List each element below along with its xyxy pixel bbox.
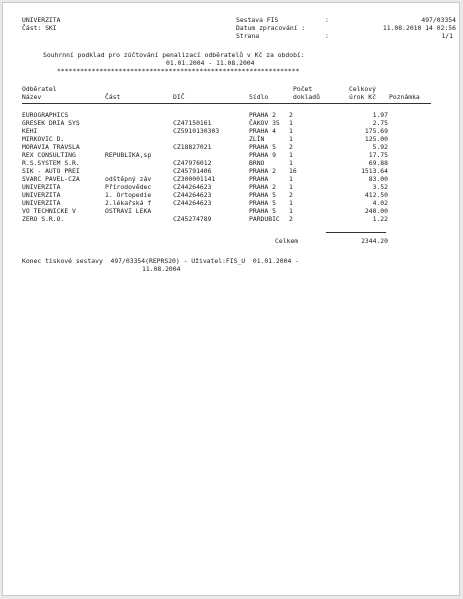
col-dic: DIČ bbox=[173, 93, 185, 101]
cell-nazev: SVARC PAVEL-CZA bbox=[22, 175, 80, 183]
cell-urok: 83.00 bbox=[368, 175, 388, 183]
cell-pocet: 1 bbox=[289, 159, 293, 167]
report-value: 497/03354 bbox=[421, 16, 456, 24]
report-page bbox=[2, 2, 460, 596]
cell-nazev: EUROGRAPHICS bbox=[22, 111, 69, 119]
total-rule bbox=[326, 232, 386, 233]
cell-pocet: 1 bbox=[289, 183, 293, 191]
cell-sidlo: PRAHA 5 bbox=[249, 143, 276, 151]
cell-dic: CZ44264623 bbox=[173, 183, 212, 191]
cell-sidlo: ZLÍN bbox=[249, 135, 265, 143]
cell-urok: 5.92 bbox=[372, 143, 388, 151]
cell-urok: 17.75 bbox=[368, 151, 388, 159]
cell-nazev: MIRKOVIC D. bbox=[22, 135, 65, 143]
page-label: Strana bbox=[236, 32, 260, 40]
cell-sidlo: PRAHA 2 bbox=[249, 183, 276, 191]
cell-nazev: UNIVERZITA bbox=[22, 191, 61, 199]
cell-sidlo: PRAHA 4 bbox=[249, 127, 276, 135]
cell-pocet: 16 bbox=[289, 167, 297, 175]
cell-urok: 412.50 bbox=[364, 191, 388, 199]
cell-sidlo: PARDUBIC bbox=[249, 215, 280, 223]
org-name: UNIVERZITA bbox=[22, 16, 61, 24]
cell-dic: CZ45274789 bbox=[173, 215, 212, 223]
cell-pocet: 1 bbox=[289, 127, 293, 135]
cell-dic: CZ44264623 bbox=[173, 191, 212, 199]
footer-line-2: 11.08.2004 bbox=[142, 265, 181, 273]
cell-urok: 1.97 bbox=[372, 111, 388, 119]
col-celkovy-bottom: úrok Kč bbox=[349, 93, 376, 101]
cell-pocet: 2 bbox=[289, 143, 293, 151]
cell-urok: 2.75 bbox=[372, 119, 388, 127]
cell-nazev: ZERO S.R.O. bbox=[22, 215, 65, 223]
cell-dic: CZ47150161 bbox=[173, 119, 212, 127]
cell-dic: CZ300001141 bbox=[173, 175, 216, 183]
cell-nazev: GRESEK DRIA SYS bbox=[22, 119, 80, 127]
cell-sidlo: PRAHA 2 bbox=[249, 167, 276, 175]
cell-nazev: KEHI bbox=[22, 127, 38, 135]
cell-cast: REPUBLIKA,sp bbox=[105, 151, 152, 159]
cell-pocet: 1 bbox=[289, 135, 293, 143]
cell-dic: CZ44264623 bbox=[173, 199, 212, 207]
cell-urok: 3.52 bbox=[372, 183, 388, 191]
report-period: 01.01.2004 - 11.08.2004 bbox=[166, 59, 255, 67]
cell-nazev: REX CONSULTING bbox=[22, 151, 76, 159]
cell-urok: 240.00 bbox=[364, 207, 388, 215]
cell-pocet: 2 bbox=[289, 191, 293, 199]
cell-nazev: MORAVIA TRAVSLA bbox=[22, 143, 80, 151]
cell-sidlo: PRAHA bbox=[249, 175, 269, 183]
cell-dic: CZ18827021 bbox=[173, 143, 212, 151]
col-odberatel: Odběratel bbox=[22, 85, 57, 93]
cell-nazev: UNIVERZITA bbox=[22, 199, 61, 207]
cell-pocet: 2 bbox=[289, 215, 293, 223]
title-stars: *************************************************************** bbox=[57, 67, 300, 75]
cell-sidlo: PRAHA 5 bbox=[249, 191, 276, 199]
col-sidlo: Sídlo bbox=[249, 93, 269, 101]
col-poznamka: Poznámka bbox=[389, 93, 420, 101]
cell-pocet: 2 bbox=[289, 111, 293, 119]
cell-cast: 2.lékařská f bbox=[105, 199, 152, 207]
cell-nazev: SIK - AUTO PREI bbox=[22, 167, 80, 175]
cell-dic: CZ45791406 bbox=[173, 167, 212, 175]
cell-urok: 69.88 bbox=[368, 159, 388, 167]
col-celkovy-top: Celkový bbox=[349, 85, 376, 93]
cell-pocet: 1 bbox=[289, 175, 293, 183]
date-value: 11.08.2010 14 02:56 bbox=[382, 24, 456, 32]
cell-urok: 125.00 bbox=[364, 135, 388, 143]
cell-cast: odštěpný záv bbox=[105, 175, 152, 183]
cell-dic: CZ47976012 bbox=[173, 159, 212, 167]
cell-cast: OSTRAVI LEKA bbox=[105, 207, 152, 215]
cell-sidlo: PRAHA 2 bbox=[249, 111, 276, 119]
cell-sidlo: PRAHA 9 bbox=[249, 151, 276, 159]
footer-line-1: Konec tiskové sestavy 497/03354(REPRS20) - Uživatel:FIS_U 01.01.2004 - bbox=[22, 257, 300, 265]
cell-pocet: 1 bbox=[289, 119, 293, 127]
cell-urok: 1513.64 bbox=[361, 167, 388, 175]
col-pocet-bottom: dokladů bbox=[293, 93, 320, 101]
cell-cast: Přírodovědec bbox=[105, 183, 152, 191]
cell-nazev: R.S.SYSTEM S.R. bbox=[22, 159, 80, 167]
page-number: 1/1 bbox=[441, 32, 453, 40]
cell-urok: 175.69 bbox=[364, 127, 388, 135]
cell-cast: 1. Ortopedie bbox=[105, 191, 152, 199]
cell-pocet: 1 bbox=[289, 199, 293, 207]
header-rule bbox=[22, 103, 431, 104]
cell-nazev: UNIVERZITA bbox=[22, 183, 61, 191]
report-title: Souhrnní podklad pro zúčtování penalizací odběratelů v Kč za období: bbox=[43, 51, 305, 59]
col-cast: Část bbox=[105, 93, 121, 101]
cell-dic: CZ5910130303 bbox=[173, 127, 220, 135]
col-nazev: Název bbox=[22, 93, 42, 101]
cell-sidlo: PRAHA 5 bbox=[249, 199, 276, 207]
cell-nazev: VO TECHNICKE V bbox=[22, 207, 76, 215]
col-pocet-top: Počet bbox=[293, 85, 313, 93]
total-value: 2344.20 bbox=[361, 237, 388, 245]
section-label: Část: SKI bbox=[22, 24, 57, 32]
cell-pocet: 1 bbox=[289, 151, 293, 159]
cell-sidlo: BRNO bbox=[249, 159, 265, 167]
cell-sidlo: PRAHA 5 bbox=[249, 207, 276, 215]
cell-urok: 1.22 bbox=[372, 215, 388, 223]
report-label: Sestava FIS bbox=[236, 16, 279, 24]
report-colon: : bbox=[325, 16, 329, 24]
page-colon: : bbox=[325, 32, 329, 40]
cell-pocet: 1 bbox=[289, 207, 293, 215]
cell-sidlo: ČAKOV 35 bbox=[249, 119, 280, 127]
date-label: Datum zpracování : bbox=[236, 24, 306, 32]
cell-urok: 4.02 bbox=[372, 199, 388, 207]
total-label: Celkem bbox=[275, 237, 299, 245]
